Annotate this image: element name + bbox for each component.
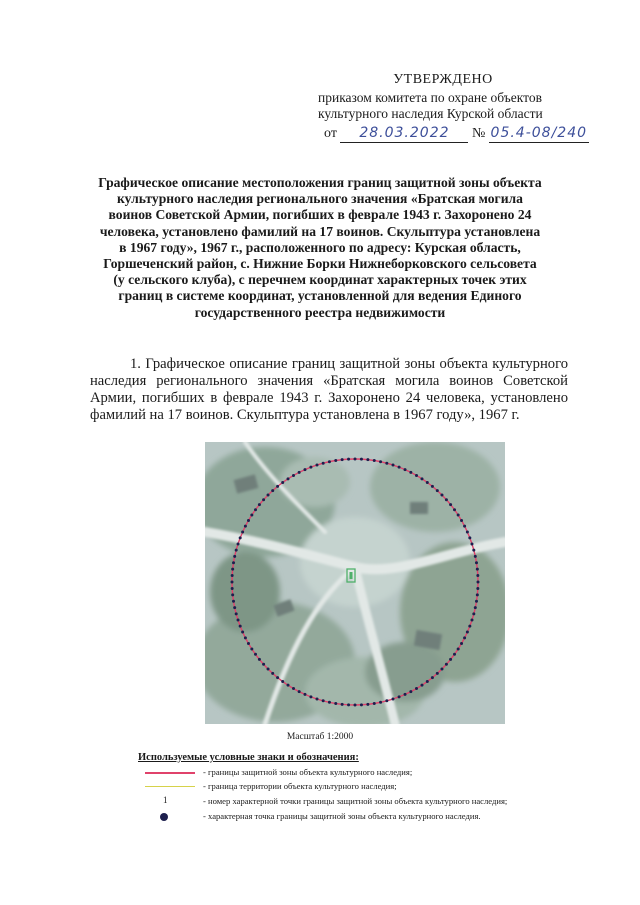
boundary-point — [354, 704, 357, 707]
legend-text: - номер характерной точки границы защитной зоны объекта культурного наследия; — [203, 796, 508, 806]
boundary-point — [476, 574, 479, 577]
boundary-point — [231, 581, 234, 584]
boundary-point — [315, 464, 318, 467]
boundary-point — [233, 555, 236, 558]
boundary-point — [360, 703, 363, 706]
boundary-point — [431, 676, 434, 679]
section-1-paragraph: 1. Графическое описание границ защитной зоны объекта культурного наследия регионального значения «Братская могила воинов Советской Армии, погибших в феврале 1943 г. Захоронено 24 человека, установлено фамилий на 17 воинов. Скульптура установлена в 1967 году», 1967 г. — [90, 356, 568, 423]
boundary-point — [404, 693, 407, 696]
boundary-point — [385, 462, 388, 465]
boundary-point — [315, 697, 318, 700]
boundary-point — [449, 503, 452, 506]
boundary-point — [298, 690, 301, 693]
boundary-point — [309, 466, 312, 469]
boundary-point — [449, 658, 452, 661]
boundary-point — [271, 489, 274, 492]
boundary-point — [420, 477, 423, 480]
boundary-point — [328, 701, 331, 704]
boundary-point — [322, 462, 325, 465]
boundary-point — [475, 600, 478, 603]
boundary-point — [250, 647, 253, 650]
boundary-point — [466, 631, 469, 634]
boundary-point — [347, 703, 350, 706]
legend-item-point-number — [145, 795, 565, 809]
satellite-photo — [205, 442, 505, 724]
boundary-point — [398, 695, 401, 698]
boundary-point — [262, 498, 265, 501]
legend-item-point — [145, 810, 565, 824]
boundary-point — [309, 695, 312, 698]
boundary-point — [281, 680, 284, 683]
boundary-point — [457, 514, 460, 517]
boundary-point — [392, 697, 395, 700]
boundary-point — [453, 508, 456, 511]
boundary-point — [233, 606, 236, 609]
boundary-point — [431, 485, 434, 488]
boundary-point — [354, 458, 357, 461]
legend-title: Используемые условные знаки и обозначения: — [138, 752, 359, 763]
boundary-point — [262, 663, 265, 666]
boundary-point — [250, 514, 253, 517]
boundary-point — [379, 701, 382, 704]
boundary-point — [347, 458, 350, 461]
boundary-point — [239, 536, 242, 539]
document-title: Графическое описание местоположения границ защитной зоны объекта культурного наследия регионального значения «Братская могила воинов Советской Армии, погибших в феврале 1943 г. Захоронено 24 человека, установлено фамилий на 17 воинов. Скульптура установлена в 1967 году», 1967 г., расположенного по адресу: Курская область, Горшеченский район, с. Нижние Борки Нижнеборковского сельсовета (у сельского клуба), с перечнем координат характерных точек этих границ в системе координат, установленной для ведения Единого государственного реестра недвижимости — [98, 175, 542, 320]
boundary-point — [436, 489, 439, 492]
boundary-point — [258, 503, 261, 506]
boundary-point — [231, 574, 234, 577]
boundary-point — [476, 593, 479, 596]
boundary-point — [420, 684, 423, 687]
boundary-point — [231, 568, 234, 571]
boundary-point — [466, 530, 469, 533]
boundary-point — [235, 549, 238, 552]
boundary-point — [231, 587, 234, 590]
yellow-line-symbol — [145, 780, 195, 794]
boundary-point — [398, 466, 401, 469]
approval-block — [318, 72, 588, 122]
boundary-point — [373, 702, 376, 705]
legend-text: - границы защитной зоны объекта культурного наследия; — [203, 767, 413, 777]
boundary-point — [366, 458, 369, 461]
boundary-point — [445, 498, 448, 501]
boundary-point — [247, 519, 250, 522]
legend-item-boundary — [145, 766, 565, 780]
boundary-point — [287, 477, 290, 480]
boundary-point — [298, 471, 301, 474]
boundary-point — [409, 471, 412, 474]
boundary-point — [303, 468, 306, 471]
boundary-point — [244, 525, 247, 528]
boundary-point — [247, 642, 250, 645]
approval-heading: УТВЕРЖДЕНО — [393, 72, 493, 87]
boundary-point — [334, 702, 337, 705]
boundary-point — [426, 481, 429, 484]
boundary-point — [468, 536, 471, 539]
boundary-map — [205, 442, 505, 724]
boundary-point — [445, 663, 448, 666]
handwritten-date: 28.03.2022 — [359, 125, 450, 141]
approval-line-1: приказом комитета по охране объектов — [318, 90, 542, 105]
boundary-point — [468, 625, 471, 628]
boundary-point — [440, 494, 443, 497]
boundary-point — [457, 647, 460, 650]
point-dot-icon — [160, 813, 168, 821]
number-symbol-text: 1 — [163, 795, 168, 805]
number-label: № — [471, 126, 486, 141]
boundary-point — [254, 508, 257, 511]
boundary-point — [477, 581, 480, 584]
boundary-point — [415, 474, 418, 477]
boundary-point — [472, 549, 475, 552]
boundary-point — [474, 555, 477, 558]
boundary-point — [334, 459, 337, 462]
approval-date-number — [324, 125, 589, 143]
boundary-point — [303, 693, 306, 696]
red-line-symbol — [145, 766, 195, 780]
boundary-point — [254, 653, 257, 656]
boundary-point — [366, 703, 369, 706]
boundary-point — [231, 593, 234, 596]
boundary-point — [276, 676, 279, 679]
legend-text: - граница территории объекта культурного наследия; — [203, 781, 397, 791]
boundary-point — [328, 460, 331, 463]
boundary-point — [453, 653, 456, 656]
boundary-point — [241, 530, 244, 533]
date-field — [340, 125, 468, 143]
boundary-point — [267, 494, 270, 497]
boundary-point — [341, 458, 344, 461]
dot-symbol — [145, 810, 195, 824]
boundary-point — [470, 619, 473, 622]
boundary-point — [244, 636, 247, 639]
boundary-point — [239, 625, 242, 628]
boundary-point — [476, 568, 479, 571]
boundary-point — [267, 667, 270, 670]
boundary-point — [360, 458, 363, 461]
boundary-point — [271, 672, 274, 675]
boundary-point — [463, 636, 466, 639]
boundary-point — [392, 464, 395, 467]
boundary-point — [404, 468, 407, 471]
boundary-point — [292, 687, 295, 690]
boundary-point — [436, 672, 439, 675]
boundary-point — [476, 587, 479, 590]
boundary-point — [341, 703, 344, 706]
boundary-point — [472, 612, 475, 615]
approval-line-2: культурного наследия Курской области — [318, 106, 543, 121]
boundary-point — [235, 612, 238, 615]
boundary-point — [463, 525, 466, 528]
boundary-point — [281, 481, 284, 484]
number-field — [489, 125, 589, 143]
boundary-point — [258, 658, 261, 661]
boundary-point — [385, 699, 388, 702]
boundary-point — [373, 459, 376, 462]
boundary-point — [232, 600, 235, 603]
legend-text: - характерная точка границы защитной зоны объекта культурного наследия. — [203, 811, 481, 821]
boundary-point — [460, 519, 463, 522]
map-scale-label: Масштаб 1:2000 — [286, 732, 354, 742]
boundary-point — [322, 699, 325, 702]
boundary-point — [287, 684, 290, 687]
boundary-point — [415, 687, 418, 690]
boundary-point — [237, 619, 240, 622]
boundary-point — [475, 561, 478, 564]
boundary-point — [237, 542, 240, 545]
boundary-point — [426, 680, 429, 683]
boundary-point — [409, 690, 412, 693]
boundary-point — [474, 606, 477, 609]
boundary-point — [460, 642, 463, 645]
boundary-point — [276, 485, 279, 488]
handwritten-number: 05.4-08/240 — [490, 125, 588, 141]
boundary-point — [470, 542, 473, 545]
boundary-point — [440, 667, 443, 670]
boundary-point — [241, 631, 244, 634]
legend-item-territory — [145, 780, 565, 794]
boundary-point — [232, 561, 235, 564]
number-symbol — [145, 795, 195, 809]
boundary-point — [379, 460, 382, 463]
boundary-point — [292, 474, 295, 477]
from-label: от — [324, 126, 337, 141]
